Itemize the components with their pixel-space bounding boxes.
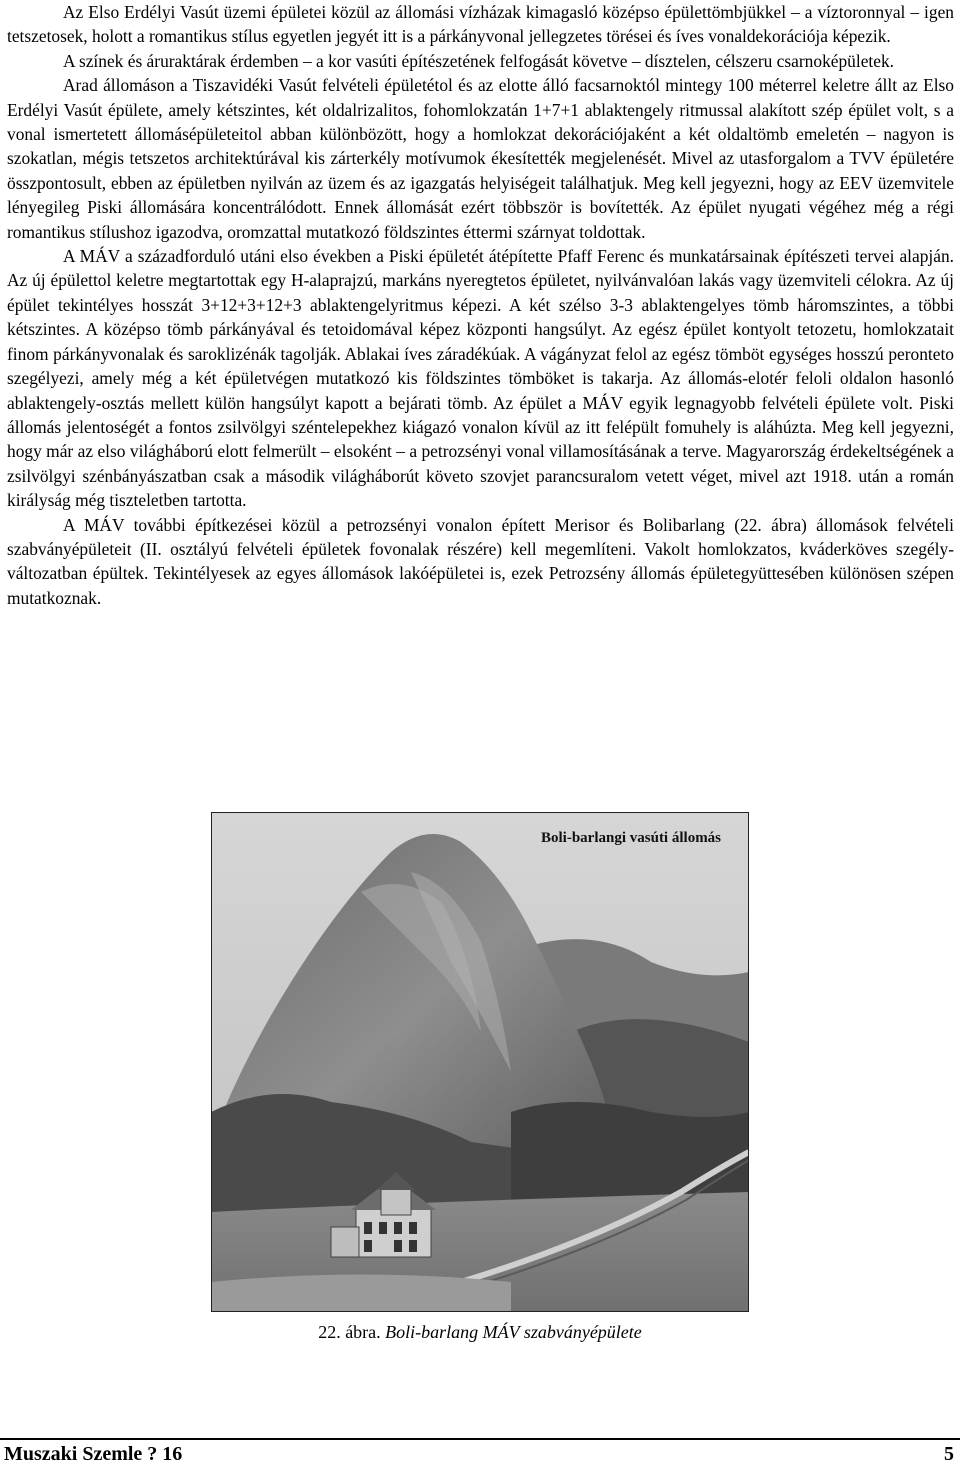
- paragraph-further-works: A MÁV további építkezései közül a petrozsényi vonalon épített Merisor és Bolibarlang (22. ábra) állomások felvételi szabványépületeit (II. osztályú felvételi épületek fovonalak részére) kell megemlíteni. Vakolt homlokzatos, kváderköves szegély-változatban épültek. Tekintélyesek az egyes állomások lakóépületei is, ezek Petrozsény állomás épületegyüttesében különösen szépen mutatkoznak.: [7, 514, 954, 608]
- footer-divider: [0, 1438, 960, 1440]
- paragraph-sheds: A színek és áruraktárak érdemben – a kor vasúti építészetének felfogását követve – dísztelen, célszeru csarnoképületek.: [63, 50, 895, 71]
- paragraph-arad-station: Arad állomáson a Tiszavidéki Vasút felvételi épületétol és az elotte álló facsarnoktól mintegy 100 méterrel keletre állt az Elso Erdélyi Vasút épülete, amely kétszintes, két oldalrizalitos, fohomlokzatán 1+7+1 ablaktengely ritmussal alakított szép épület volt, s a vonal ismertetett állomásépületeitol abban különbözött, hogy a homlokzat dekorációjaként a két oldaltömb emeletén – nagyon is szokatlan, mégis tetszetos architektúrával kis zárterkély motívumok ékesítették megjelenését. Mivel az utasforgalom a TVV épületére összpontosult, ebben az épületben nyilván az üzem és az igazgatás helyiségeit találhatjuk. Meg kell jegyezni, hogy az EEV üzemvitele lényegileg Piski állomására koncentrálódott. Ennek állomását ezért többször is bovítették. Az épület nyugati végéhez még a régi romantikus stílushoz igazodva, oromzattal mutatkozó földszintes éttermi szárnyat toldottak.: [7, 75, 954, 242]
- paragraph-piski-rebuild: A MÁV a századforduló utáni elso években a Piski épületét átépítette Pfaff Ferenc és munkatársainak építészeti tervei alapján. Az új épülettol keletre megtartottak egy H-alaprajzú, markáns nyeregtetos épületet, nyilvánvalóan lakás vagy üzemviteli célokra. Az új épület tekintélyes hosszát 3+12+3+12+3 ablaktengelyritmus képezi. A két szélso 3-3 ablaktengelyes tömb háromszintes, a többi kétszintes. A középso tömb párkányával és tetoidomával képez központi hangsúlyt. Az egész épület kontyolt tetozetu, homlokzatait finom párkányvonalak és saroklizénák tagolják. Ablakai íves záradékúak. A vágányzat felol az egész tömböt egységes hosszú peronteto szegélyezi, amely még a két épületvégen mutatkozó kis földszintes tömböket is takarja. Az állomás-elotér feloli oldalon hasonló ablaktengely-osztás mellett külön hangsúlyt kapott a bejárati tömb. Az épület a MÁV egyik legnagyobb felvételi épülete volt. Piski állomás jelentoségét a fontos zsilvölgyi széntelepekhez kiágazó vonalon kívül az itt felépült fomuhely is aláhúzta. Meg kell jegyezni, hogy már az elso világháború elott felmerült – elsoként – a petrozsényi vonal villamosításának a terve. Magyarország érdekeltségének a zsilvölgyi szénbányászatban csak a második világháborút követo szovjet parancsuralom vetett véget, mivel azt 1918. után a román királyság még tiszteletben tartotta.: [7, 246, 954, 511]
- figure-caption-text: Boli-barlang MÁV szabványépülete: [385, 1322, 642, 1342]
- paragraph-water-houses: Az Elso Erdélyi Vasút üzemi épületei közül az állomási vízházak kimagasló középso épülettömbjükkel – a víztoronnyal – igen tetszetosek, holott a romantikus stílus egyetlen jegyét itt is a párkányvonal jellegzetes törései és íves vonaldekorációja képezik.: [7, 2, 954, 47]
- footer-journal: Muszaki Szemle ? 16: [4, 1443, 183, 1465]
- photo-title: Boli-barlangi vasúti állomás: [541, 830, 722, 846]
- figure-caption: [0, 1322, 960, 1343]
- figure-number: 22. ábra.: [318, 1322, 381, 1342]
- station-photo: [211, 812, 749, 1312]
- footer-page-number: 5: [944, 1443, 954, 1465]
- article-body: [7, 0, 954, 610]
